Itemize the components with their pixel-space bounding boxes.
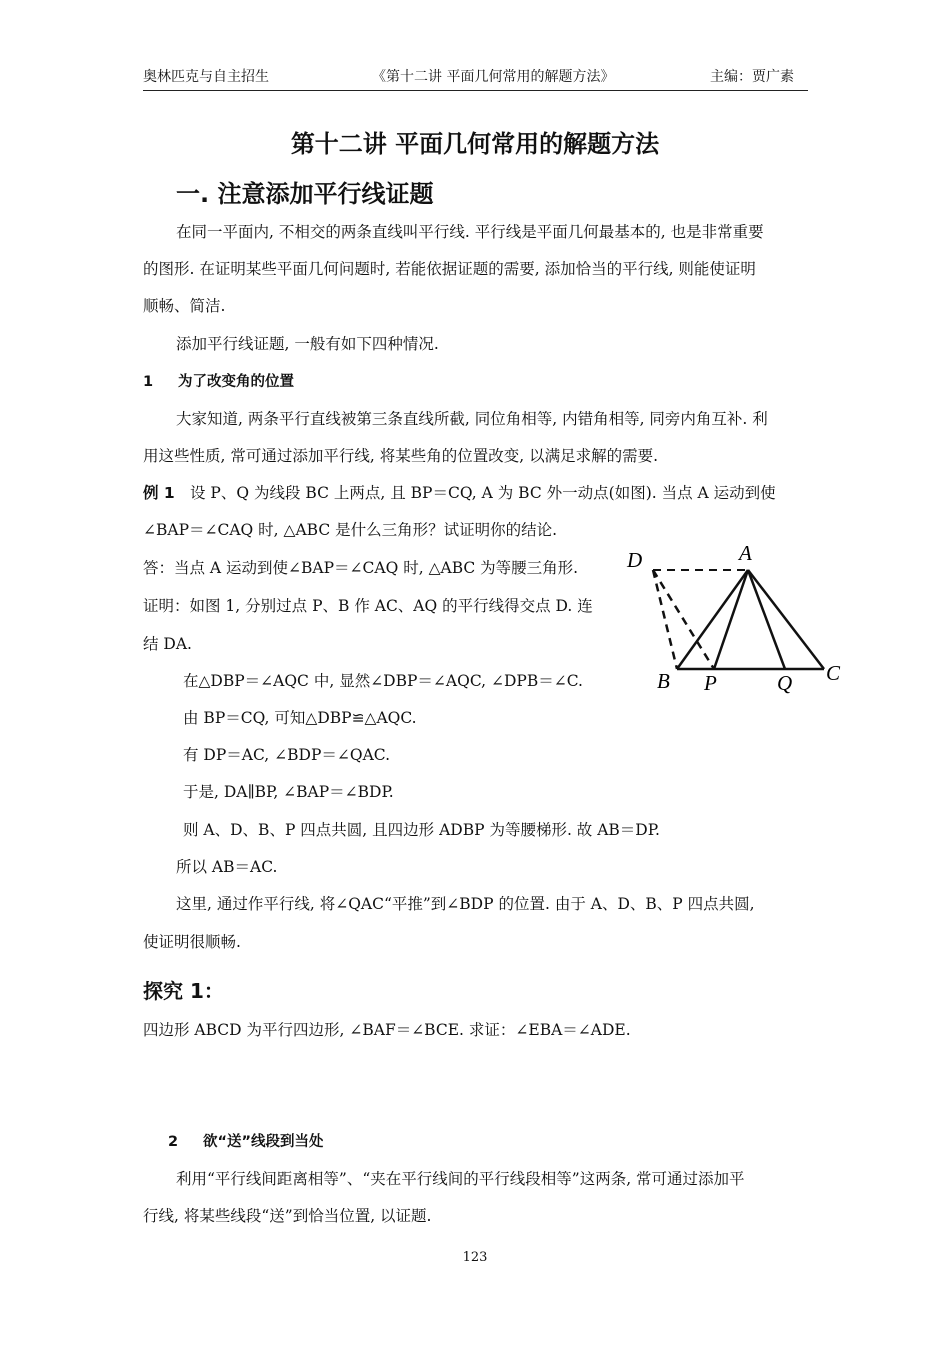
sub1-title: 为了改变角的位置 xyxy=(178,374,294,390)
cases-intro: 添加平行线证题, 一般有如下四种情况. xyxy=(176,335,439,353)
example-line-2: ∠BAP＝∠CAQ 时, △ABC 是什么三角形？试证明你的结论. xyxy=(143,521,558,539)
proof-line-2: 结 DA. xyxy=(143,635,192,653)
proof-step-1: 在△DBP＝∠AQC 中, 显然∠DBP＝∠AQC, ∠DPB＝∠C. xyxy=(183,672,583,690)
header-rule xyxy=(143,90,808,91)
sub1-number: 1 xyxy=(143,374,154,390)
proof-line-1: 证明：如图 1, 分别过点 P、B 作 AC、AQ 的平行线得交点 D. 连 xyxy=(143,597,593,615)
header-right: 主编：贾广素 xyxy=(710,69,794,85)
intro-line-3: 顺畅、简洁. xyxy=(143,297,226,315)
label-Q: Q xyxy=(777,671,793,695)
line-AP xyxy=(714,570,748,669)
line-DB xyxy=(653,570,677,669)
label-C: C xyxy=(826,661,841,685)
header-center: 《第十二讲 平面几何常用的解题方法》 xyxy=(372,69,615,85)
sub1-text-2: 用这些性质, 常可通过添加平行线, 将某些角的位置改变, 以满足求解的需要. xyxy=(143,447,658,465)
label-A: A xyxy=(739,541,752,565)
line-AQ xyxy=(748,570,785,669)
remark-line-1: 这里, 通过作平行线, 将∠QAC“平推”到∠BDP 的位置. 由于 A、D、B、P 四点共圆, xyxy=(176,895,755,913)
proof-step-5: 则 A、D、B、P 四点共圆, 且四边形 ADBP 为等腰梯形. 故 AB＝DP. xyxy=(183,821,660,839)
example-line-1: 设 P、Q 为线段 BC 上两点, 且 BP＝CQ, A 为 BC 外一动点(如图). 当点 A 运动到使 xyxy=(190,484,776,502)
page-title: 第十二讲 平面几何常用的解题方法 xyxy=(290,130,660,158)
intro-line-2: 的图形. 在证明某些平面几何问题时, 若能依据证题的需要, 添加恰当的平行线, 则能使证明 xyxy=(143,260,756,278)
line-DP xyxy=(653,570,714,669)
proof-step-4: 于是, DA∥BP, ∠BAP＝∠BDP. xyxy=(183,783,394,801)
label-P: P xyxy=(704,671,717,695)
sub2-text-2: 行线, 将某些线段“送”到恰当位置, 以证题. xyxy=(143,1207,432,1225)
section-heading: 一. 注意添加平行线证题 xyxy=(176,180,434,208)
geometry-figure xyxy=(620,538,850,698)
explore-text: 四边形 ABCD 为平行四边形, ∠BAF＝∠BCE. 求证：∠EBA＝∠ADE. xyxy=(143,1021,631,1039)
example-label: 例 1 xyxy=(143,484,175,502)
label-D: D xyxy=(627,548,643,572)
line-AB xyxy=(677,570,748,669)
proof-step-2: 由 BP＝CQ, 可知△DBP≌△AQC. xyxy=(183,709,417,727)
header-left: 奥林匹克与自主招生 xyxy=(143,69,269,85)
proof-step-3: 有 DP＝AC, ∠BDP＝∠QAC. xyxy=(183,746,390,764)
sub2-number: 2 xyxy=(168,1134,179,1150)
sub2-text-1: 利用“平行线间距离相等”、“夹在平行线间的平行线段相等”这两条, 常可通过添加平 xyxy=(176,1170,745,1188)
intro-line-1: 在同一平面内, 不相交的两条直线叫平行线. 平行线是平面几何最基本的, 也是非常重要 xyxy=(176,223,764,241)
sub1-text-1: 大家知道, 两条平行直线被第三条直线所截, 同位角相等, 内错角相等, 同旁内角互补. 利 xyxy=(176,410,768,428)
page-number: 123 xyxy=(462,1250,488,1265)
proof-step-6: 所以 AB＝AC. xyxy=(176,858,278,876)
explore-heading: 探究 1： xyxy=(143,979,224,1003)
answer-line: 答：当点 A 运动到使∠BAP＝∠CAQ 时, △ABC 为等腰三角形. xyxy=(143,559,579,577)
line-AC xyxy=(748,570,824,669)
sub2-title: 欲“送”线段到当处 xyxy=(203,1134,324,1150)
remark-line-2: 使证明很顺畅. xyxy=(143,933,241,951)
label-B: B xyxy=(657,669,670,693)
